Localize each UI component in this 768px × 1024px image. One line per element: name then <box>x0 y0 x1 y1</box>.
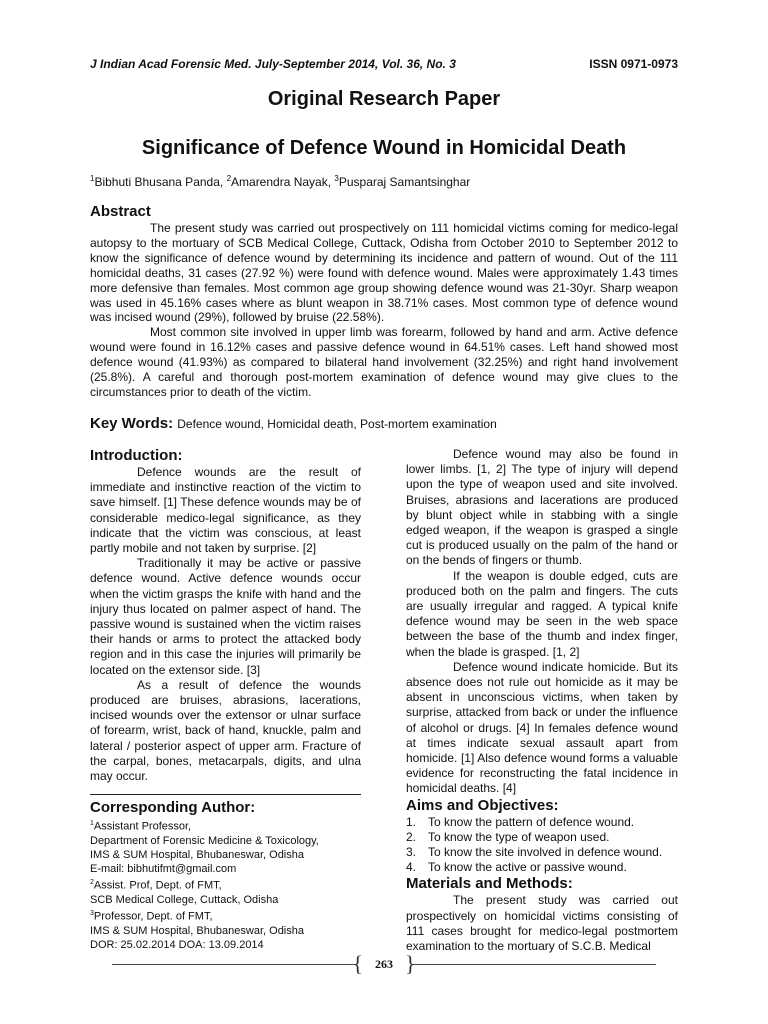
correspondence-text: Assist. Prof, Dept. of FMT, <box>93 879 222 892</box>
aims-heading: Aims and Objectives: <box>406 796 559 814</box>
journal-citation: J Indian Acad Forensic Med. July-September 2014, Vol. 36, No. 3 <box>90 57 456 71</box>
issn: ISSN 0971-0973 <box>589 57 678 71</box>
abstract-paragraph: Most common site involved in upper limb was forearm, followed by hand and arm. Active defence wound were found in 16.12% cases and passive defence wound in 64.51% cases. Left hand showed most defence wound (41.93%) as compared to bilateral hand involvement (32.25%) and right hand involvement (25.8%). A careful and thorough post-mortem examination of defence wound may give clues to the circumstances prior to death of the victim. <box>90 325 678 399</box>
right-brace-ornament: } <box>405 951 416 976</box>
keywords-label: Key Words: <box>90 415 178 432</box>
author-list <box>90 174 470 189</box>
aims-item-text: To know the active or passive wound. <box>428 860 627 875</box>
author-affiliation-marker: 1 <box>90 174 95 183</box>
correspondence-text: DOR: 25.02.2014 DOA: 13.09.2014 <box>90 938 264 951</box>
corresponding-author-heading: Corresponding Author: <box>90 799 256 817</box>
affiliation-marker: 3 <box>90 910 94 918</box>
aims-item <box>406 830 678 845</box>
paper-title: Significance of Defence Wound in Homicidal Death <box>141 137 627 159</box>
correspondence-line <box>90 876 361 893</box>
correspondence-text: IMS & SUM Hospital, Bhubaneswar, Odisha <box>90 924 304 937</box>
body-paragraph: Defence wound indicate homicide. But its absence does not rule out homicide as it may be absent in unconscious victims, when taken by surprise, attacked from back or under the influence of alcohol or drugs. [4] In females defence wound at times indicate sexual assault apart from homicide. [1] Also defence wound forms a valuable evidence for reconstructing the fatal incidence in homicidal deaths. [4] <box>406 659 678 796</box>
introduction-paragraph: As a result of defence the wounds produced are bruises, abrasions, lacerations, incised wounds over the extensor or ulnar surface of forearm, wrist, back of hand, knuckle, palm and lateral / posterior aspect of upper arm. Fracture of the carpal, bones, metacarpals, digits, and ulna may occur. <box>90 677 361 784</box>
introduction-paragraph: Traditionally it may be active or passive defence wound. Active defence wounds occur when the victim grasps the knife with hand and the injury thus located on palmer aspect of hand. The passive wound is sustained when the victim raises their hands or arms to protect the attacked body region and in this case the injuries will primarily be located on the extensor side. [3] <box>90 556 361 677</box>
author-name: Amarendra Nayak, <box>231 175 335 189</box>
aims-item-number: 1. <box>406 814 417 829</box>
body-paragraph: If the weapon is double edged, cuts are produced both on the palm and fingers. The cuts are usually irregular and ragged. A typical knife defence wound may be seen in the web space between the base of the thumb and index finger, when the blade is grasped. [1, 2] <box>406 568 678 659</box>
page-footer <box>112 953 656 975</box>
author-name: Pusparaj Samantsinghar <box>338 175 471 189</box>
correspondence-dates <box>90 938 361 952</box>
aims-item-text: To know the site involved in defence wound. <box>428 845 663 860</box>
aims-item <box>406 815 678 830</box>
affiliation-marker: 2 <box>90 879 94 887</box>
aims-item-text: To know the type of weapon used. <box>428 829 610 844</box>
correspondence-text: SCB Medical College, Cuttack, Odisha <box>90 894 279 907</box>
paper-type: Original Research Paper <box>267 88 501 110</box>
correspondence-line <box>90 893 361 907</box>
correspondence-text: Department of Forensic Medicine & Toxicology, <box>90 835 319 848</box>
affiliation-marker: 1 <box>90 820 94 828</box>
footer-rule-right <box>412 964 656 965</box>
correspondence-email[interactable] <box>90 862 361 876</box>
introduction-paragraph: Defence wounds are the result of immediate and instinctive reaction of the victim to save himself. [1] These defence wounds may be of considerable medico-legal significance, as they indicate that the victim was conscious, at least partly mobile and not taken by surprise. [2] <box>90 465 361 556</box>
footer-rule-left <box>112 964 356 965</box>
right-column <box>406 447 678 954</box>
author-affiliation-marker: 2 <box>226 174 232 183</box>
methods-heading: Materials and Methods: <box>406 875 573 893</box>
correspondence-line <box>90 848 361 862</box>
left-brace-ornament: { <box>352 951 363 976</box>
author-affiliation-marker: 3 <box>334 174 339 183</box>
keywords <box>90 415 497 432</box>
body-paragraph: Defence wound may also be found in lower limbs. [1, 2] The type of injury will depend upon the type of weapon used and site involved. Bruises, abrasions and lacerations are produced by blunt object while in stabbing with a single edged weapon, if the weapon is grasped a single cut is produced usually on the palm of the hand or on the bends of fingers or thumb. <box>406 447 678 568</box>
author-name: Bibhuti Bhusana Panda, <box>94 175 227 189</box>
corresponding-author-details <box>90 817 361 952</box>
aims-item <box>406 845 678 860</box>
correspondence-line <box>90 834 361 848</box>
journal-header <box>90 57 678 71</box>
page-number: 263 <box>375 956 393 971</box>
left-column <box>90 447 361 952</box>
correspondence-text[interactable]: E-mail: bibhutifmt@gmail.com <box>90 863 237 876</box>
aims-item-number: 3. <box>406 845 417 860</box>
aims-item-number: 4. <box>406 860 417 875</box>
aims-item-number: 2. <box>406 829 417 844</box>
correspondence-text: IMS & SUM Hospital, Bhubaneswar, Odisha <box>90 849 304 862</box>
section-divider <box>90 794 361 795</box>
introduction-heading: Introduction: <box>90 447 183 464</box>
abstract-body <box>90 221 678 400</box>
abstract-heading: Abstract <box>90 203 151 220</box>
correspondence-line <box>90 817 361 834</box>
correspondence-line <box>90 907 361 924</box>
aims-item-text: To know the pattern of defence wound. <box>428 814 635 829</box>
aims-list <box>406 815 678 876</box>
methods-paragraph: The present study was carried out prospectively on homicidal victims consisting of 111 cases brought for medico-legal postmortem examination to the mortuary of S.C.B. Medical <box>406 893 678 954</box>
keywords-text: Defence wound, Homicidal death, Post-mortem examination <box>177 417 497 431</box>
correspondence-text: Assistant Professor, <box>93 820 192 833</box>
page-number-group <box>352 953 415 975</box>
correspondence-text: Professor, Dept. of FMT, <box>93 910 213 923</box>
abstract-paragraph: The present study was carried out prospectively on 111 homicidal victims coming for medico-legal autopsy to the mortuary of SCB Medical College, Cuttack, Odisha from October 2010 to September 2012 to know the significance of defence wound by determining its incidence and pattern of wound. Out of the 111 homicidal deaths, 31 cases (27.92 %) were found with defence wound. Males were approximately 1.43 times more defensive than females. Most common age group showing defence wound was 21-30yr. Sharp weapon was used in 45.16% cases where as blunt weapon in 38.71% cases. Most common type of defence wound was incised wound (29%), followed by bruise (22.58%). <box>90 221 678 325</box>
correspondence-line <box>90 924 361 938</box>
aims-item <box>406 860 678 875</box>
